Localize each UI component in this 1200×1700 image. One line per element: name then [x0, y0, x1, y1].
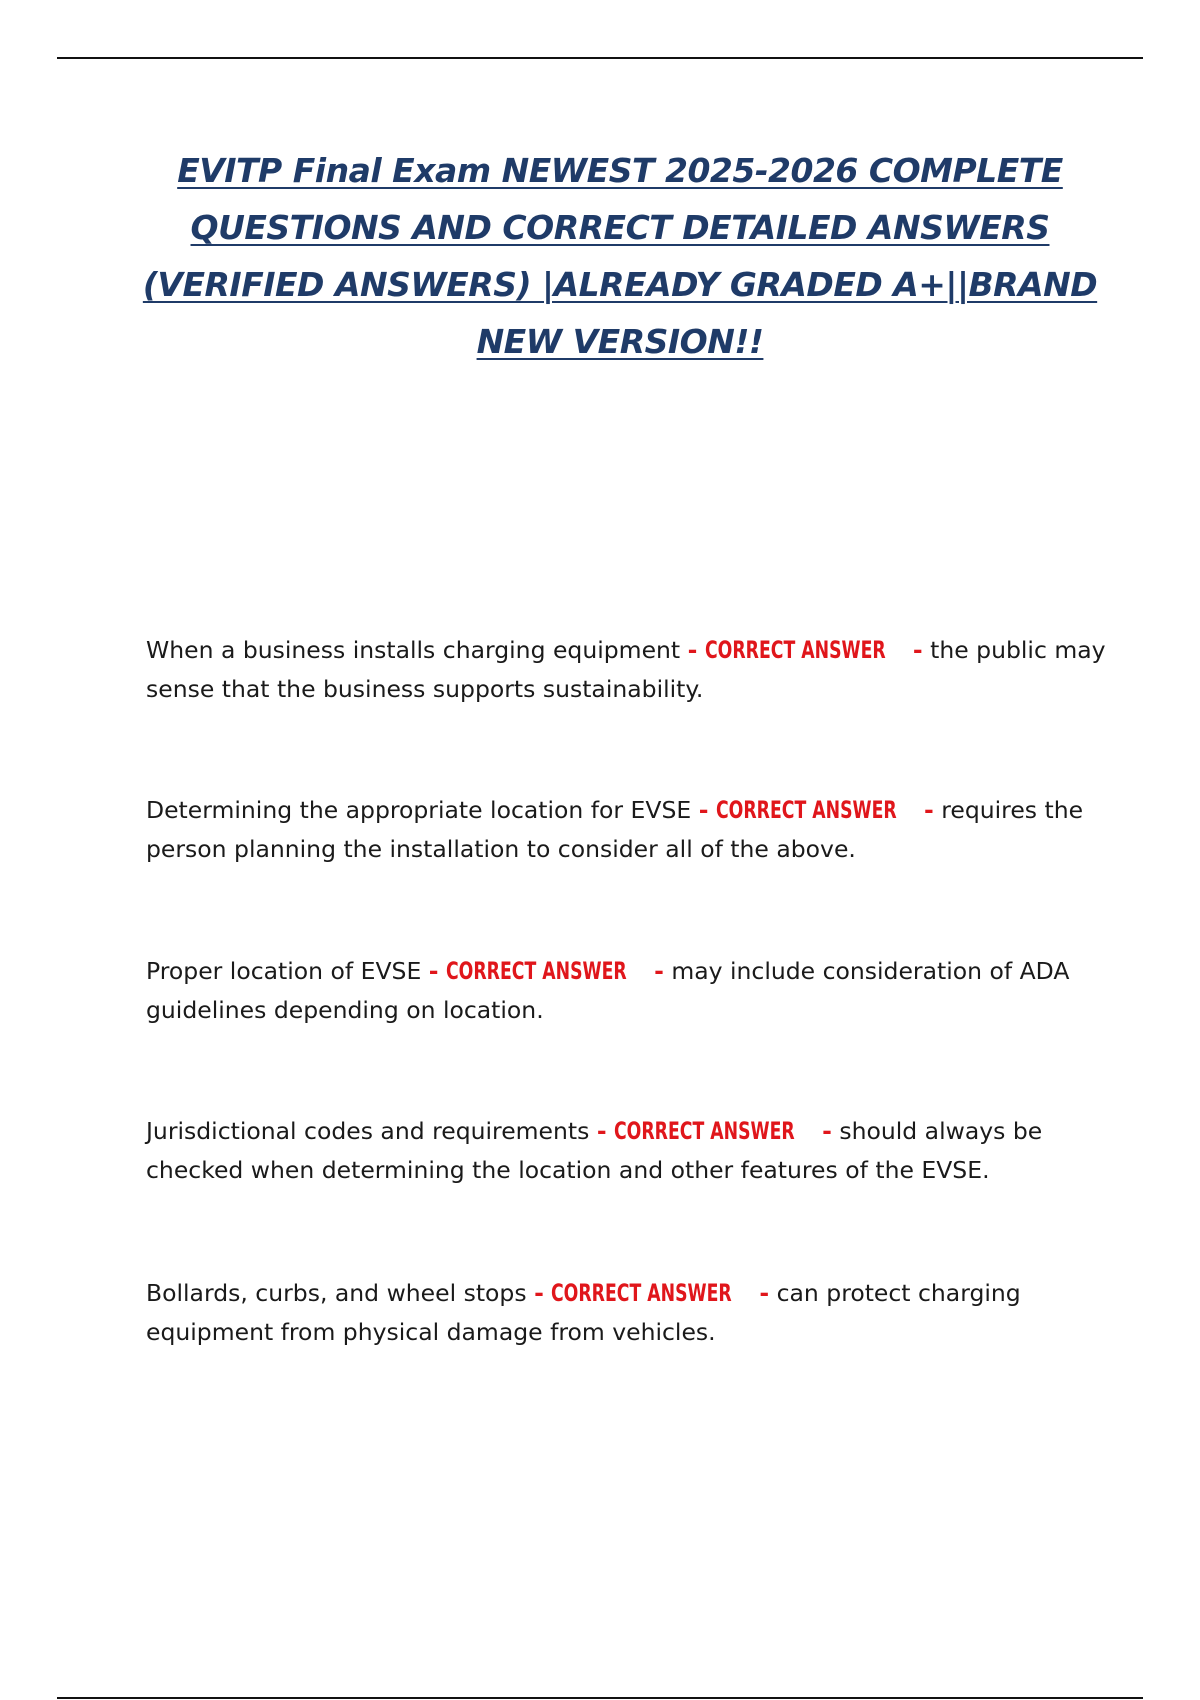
question-answer: may include consideration of ADA guidelines depending on location. [146, 957, 1070, 1024]
correct-answer-marker: CORRECT ANSWER [614, 1117, 795, 1145]
title-line: (VERIFIED ANSWERS) |ALREADY GRADED A+||BRAND [142, 265, 1098, 304]
answer-marker-dash: - [912, 636, 923, 664]
question-item [146, 952, 1106, 1030]
correct-answer-marker: CORRECT ANSWER [551, 1279, 733, 1307]
question-prompt: Bollards, curbs, and wheel stops [146, 1279, 527, 1307]
answer-separator: - [687, 636, 698, 664]
correct-answer-marker: CORRECT ANSWER [715, 796, 897, 824]
answer-separator: - [428, 957, 439, 985]
question-answer: the public may sense that the business supports sustainability. [146, 636, 1106, 703]
question-answer: requires the person planning the installation to consider all of the above. [146, 796, 1084, 863]
answer-marker-dash: - [654, 957, 664, 985]
question-item [146, 1112, 1106, 1190]
correct-answer-marker: CORRECT ANSWER [446, 957, 627, 985]
question-prompt: When a business installs charging equipment [146, 636, 681, 664]
correct-answer-marker: CORRECT ANSWER [704, 636, 886, 664]
question-item [146, 791, 1106, 869]
question-prompt: Determining the appropriate location for EVSE [146, 796, 692, 824]
answer-marker-dash: - [759, 1279, 770, 1307]
question-item [146, 1274, 1106, 1352]
answer-marker-dash: - [923, 796, 934, 824]
header-rule [57, 57, 1143, 59]
question-answer: can protect charging equipment from physical damage from vehicles. [146, 1279, 1021, 1346]
answer-separator: - [698, 796, 709, 824]
question-item [146, 631, 1106, 709]
question-answer: should always be checked when determining the location and other features of the EVSE. [146, 1117, 1043, 1184]
title-line: NEW VERSION!! [476, 322, 764, 361]
question-prompt: Jurisdictional codes and requirements [146, 1117, 590, 1145]
title-line: EVITP Final Exam NEWEST 2025-2026 COMPLETE [177, 151, 1063, 190]
answer-marker-dash: - [822, 1117, 832, 1145]
document-title [130, 142, 1110, 370]
question-prompt: Proper location of EVSE [146, 957, 422, 985]
answer-separator: - [596, 1117, 607, 1145]
title-line: QUESTIONS AND CORRECT DETAILED ANSWERS [190, 208, 1050, 247]
answer-separator: - [534, 1279, 544, 1307]
footer-rule [57, 1697, 1143, 1699]
